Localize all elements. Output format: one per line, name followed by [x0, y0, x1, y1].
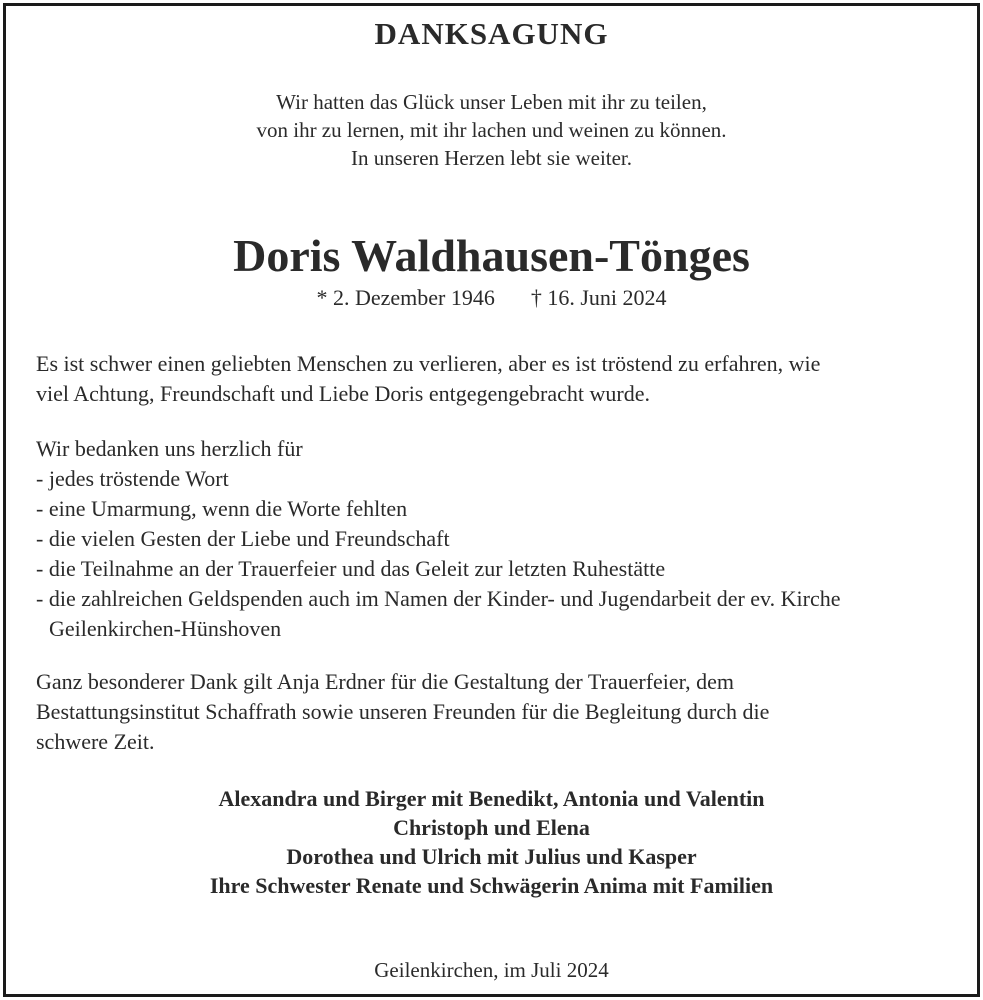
poem-line: von ihr zu lernen, mit ihr lachen und weinen zu können.	[256, 118, 727, 142]
thanks-item: - jedes tröstende Wort	[36, 466, 229, 491]
paragraph-line: Ganz besonderer Dank gilt Anja Erdner für die Gestaltung der Trauerfeier, dem	[36, 669, 734, 694]
paragraph-line: Bestattungsinstitut Schaffrath sowie unseren Freunden für die Begleitung durch die	[36, 699, 770, 724]
family-signatures	[0, 784, 983, 900]
thanks-list	[36, 434, 966, 644]
family-line: Christoph und Elena	[393, 815, 590, 840]
paragraph-line: Es ist schwer einen geliebten Menschen zu verlieren, aber es ist tröstend zu erfahren, wie	[36, 351, 821, 376]
poem-line: Wir hatten das Glück unser Leben mit ihr zu teilen,	[276, 90, 707, 114]
paragraph-line: viel Achtung, Freundschaft und Liebe Doris entgegengebracht wurde.	[36, 381, 650, 406]
paragraph-gratitude	[36, 349, 966, 409]
poem-line: In unseren Herzen lebt sie weiter.	[350, 146, 633, 170]
thanks-item: - die zahlreichen Geldspenden auch im Namen der Kinder- und Jugendarbeit der ev. Kirche	[36, 586, 841, 611]
thanks-item: - eine Umarmung, wenn die Worte fehlten	[36, 496, 408, 521]
thanks-item: - die vielen Gesten der Liebe und Freundschaft	[36, 526, 450, 551]
paragraph-special-thanks	[36, 667, 966, 757]
life-dates	[0, 284, 983, 312]
family-line: Dorothea und Ulrich mit Julius und Kasper	[286, 844, 697, 869]
thanks-intro: Wir bedanken uns herzlich für	[36, 436, 303, 461]
family-line: Alexandra und Birger mit Benedikt, Antonia und Valentin	[218, 786, 765, 811]
poem-block	[0, 88, 983, 172]
paragraph-line: schwere Zeit.	[36, 729, 155, 754]
thanks-item-continuation: Geilenkirchen-Hünshoven	[49, 616, 282, 641]
deceased-name: Doris Waldhausen-Tönges	[233, 230, 750, 281]
death-date: † 16. Juni 2024	[530, 285, 667, 310]
notice-heading: DANKSAGUNG	[374, 16, 609, 51]
family-line: Ihre Schwester Renate und Schwägerin Anima mit Familien	[209, 873, 774, 898]
place-and-date: Geilenkirchen, im Juli 2024	[374, 958, 609, 982]
birth-date: * 2. Dezember 1946	[316, 285, 495, 310]
thanks-item: - die Teilnahme an der Trauerfeier und das Geleit zur letzten Ruhestätte	[36, 556, 666, 581]
